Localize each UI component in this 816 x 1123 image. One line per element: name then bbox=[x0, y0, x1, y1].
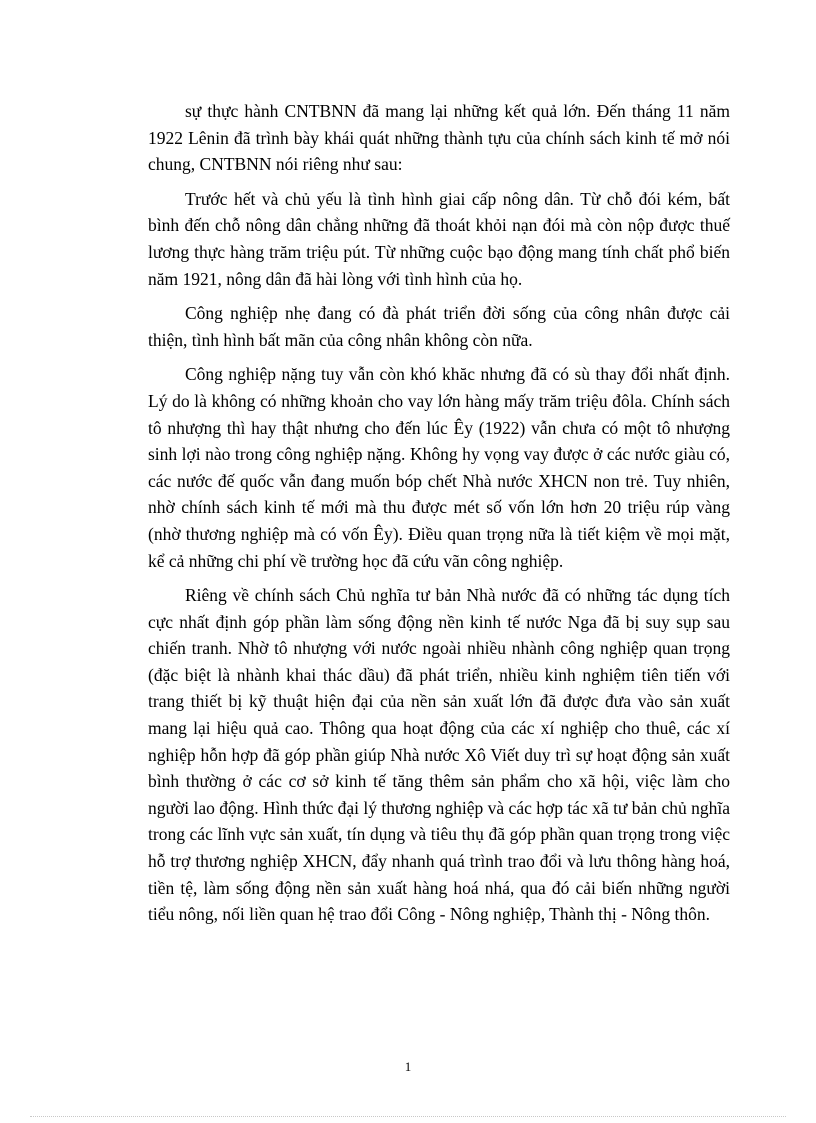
paragraph-5: Riêng về chính sách Chủ nghĩa tư bản Nhà nước đã có những tác dụng tích cực nhất định góp phần làm sống động nền kinh tế nước Nga đã bị suy sụp sau chiến tranh. Nhờ tô nhượng với nước ngoài nhiều nhành công nghiệp quan trọng (đặc biệt là nhành khai thác dầu) đã phát triển, nhiều kinh nghiệm tiên tiến với trang thiết bị kỹ thuật hiện đại của nền sản xuất lớn đã được đưa vào sản xuất mang lại hiệu quả cao. Thông qua hoạt động của các xí nghiệp cho thuê, các xí nghiệp hỗn hợp đã góp phần giúp Nhà nước Xô Viết duy trì sự hoạt động sản xuất bình thường ở các cơ sở kinh tế tăng thêm sản phẩm cho xã hội, việc làm cho người lao động. Hình thức đại lý thương nghiệp và các hợp tác xã tư bản chủ nghĩa trong các lĩnh vực sản xuất, tín dụng và tiêu thụ đã góp phần quan trọng trong việc hỗ trợ thương nghiệp XHCN, đẩy nhanh quá trình trao đổi và lưu thông hàng hoá, tiền tệ, làm sống động nền sản xuất hàng hoá nhá, qua đó cải biến những người tiểu nông, nối liền quan hệ trao đổi Công - Nông nghiệp, Thành thị - Nông thôn. bbox=[148, 585, 730, 925]
document-body bbox=[148, 98, 730, 936]
paragraph-3: Công nghiệp nhẹ đang có đà phát triển đời sống của công nhân được cải thiện, tình hình bất mãn của công nhân không còn nữa. bbox=[148, 303, 730, 350]
paragraph-1: sự thực hành CNTBNN đã mang lại những kết quả lớn. Đến tháng 11 năm 1922 Lênin đã trình bày khái quát những thành tựu của chính sách kinh tế mở nói chung, CNTBNN nói riêng như sau: bbox=[148, 101, 730, 175]
paragraph-4: Công nghiệp nặng tuy vẫn còn khó khăc nhưng đã có sù thay đổi nhất định. Lý do là không có những khoản cho vay lớn hàng mấy trăm triệu đôla. Chính sách tô nhượng thì hay thật nhưng cho đến lúc Êy (1922) vẫn chưa có một tô nhượng sinh lợi nào trong công nghiệp nặng. Không hy vọng vay được ở các nước giàu có, các nước đế quốc vẫn đang muốn bóp chết Nhà nước XHCN non trẻ. Tuy nhiên, nhờ chính sách kinh tế mới mà thu được mét số vốn lớn hơn 20 triệu rúp vàng (nhờ thương nghiệp mà có vốn Êy). Điều quan trọng nữa là tiết kiệm về mọi mặt, kể cả những chi phí về trường học đã cứu vãn công nghiệp. bbox=[148, 364, 730, 571]
page-bottom-divider bbox=[30, 1116, 786, 1117]
page-number: 1 bbox=[404, 1059, 412, 1074]
paragraph-2: Trước hết và chủ yếu là tình hình giai cấp nông dân. Từ chỗ đói kém, bất bình đến chỗ nông dân chẳng những đã thoát khỏi nạn đói mà còn nộp được thuế lương thực hàng trăm triệu pút. Từ những cuộc bạo động mang tính chất phổ biến năm 1921, nông dân đã hài lòng với tình hình của họ. bbox=[148, 188, 730, 289]
